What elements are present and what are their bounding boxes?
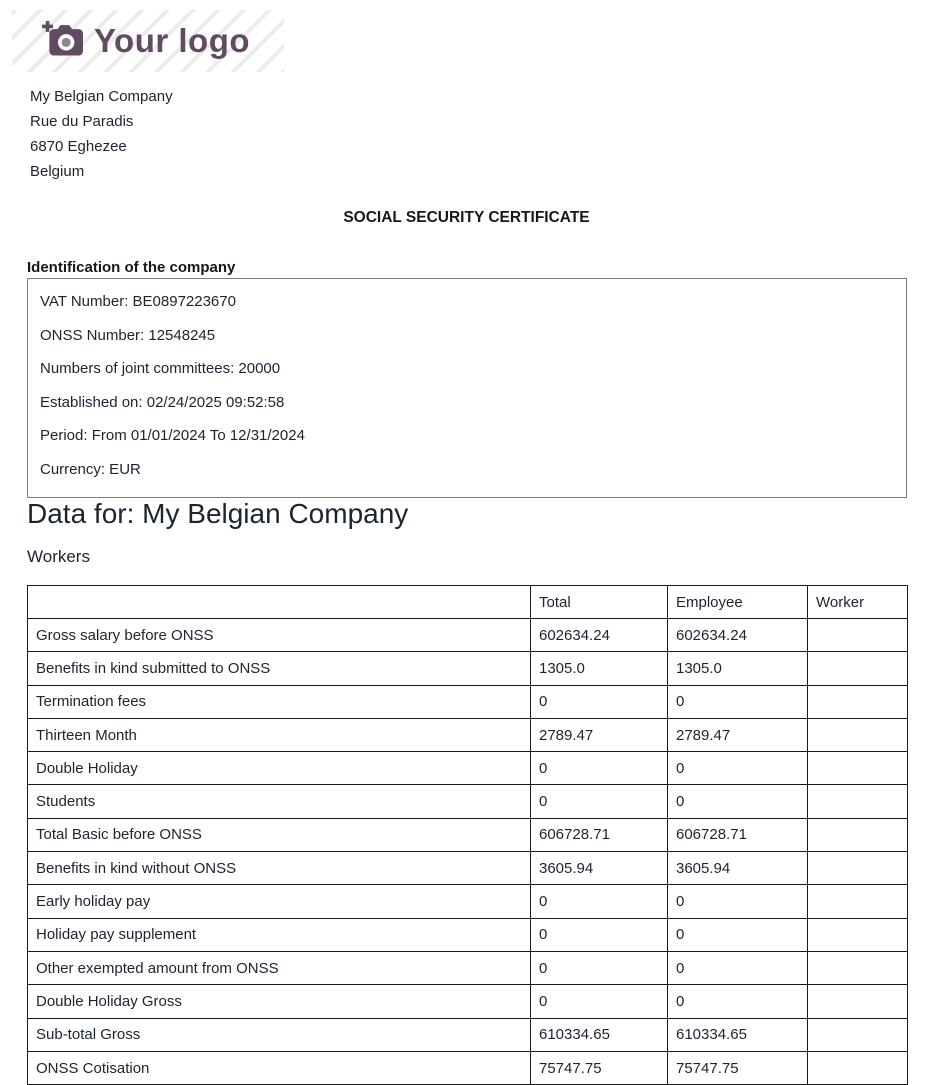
table-row — [28, 885, 908, 918]
row-label-cell: Total Basic before ONSS — [28, 818, 531, 851]
row-label-cell: Termination fees — [28, 685, 531, 718]
column-header — [28, 586, 531, 619]
total-cell: 0 — [531, 918, 668, 951]
company-country: Belgium — [30, 163, 85, 180]
table-row — [28, 619, 908, 652]
company-address-block — [30, 84, 173, 184]
table-row — [28, 951, 908, 984]
employee-cell: 602634.24 — [668, 619, 808, 652]
table-row — [28, 752, 908, 785]
worker-cell — [808, 718, 908, 751]
total-cell: 0 — [531, 685, 668, 718]
row-label-cell: Double Holiday Gross — [28, 985, 531, 1018]
company-logo — [12, 10, 284, 72]
worker-cell — [808, 1018, 908, 1051]
total-cell: 3605.94 — [531, 852, 668, 885]
identification-box — [27, 278, 907, 498]
worker-cell — [808, 885, 908, 918]
total-cell: 602634.24 — [531, 619, 668, 652]
table-row — [28, 652, 908, 685]
company-city: 6870 Eghezee — [30, 138, 127, 155]
logo-text: Your logo — [94, 22, 251, 59]
total-cell: 75747.75 — [531, 1051, 668, 1084]
identification-heading: Identification of the company — [27, 259, 236, 276]
row-label-cell: Early holiday pay — [28, 885, 531, 918]
company-name: My Belgian Company — [30, 88, 173, 105]
row-label-cell: Sub-total Gross — [28, 1018, 531, 1051]
employee-cell: 3605.94 — [668, 852, 808, 885]
company-street: Rue du Paradis — [30, 113, 134, 130]
worker-cell — [808, 852, 908, 885]
identification-field: Established on: 02/24/2025 09:52:58 — [40, 393, 285, 411]
total-cell: 0 — [531, 951, 668, 984]
total-cell: 606728.71 — [531, 818, 668, 851]
row-label-cell: ONSS Cotisation — [28, 1051, 531, 1084]
table-row — [28, 985, 908, 1018]
worker-cell — [808, 685, 908, 718]
total-cell: 0 — [531, 885, 668, 918]
column-header: Worker — [808, 586, 908, 619]
row-label-cell: Other exempted amount from ONSS — [28, 951, 531, 984]
table-row — [28, 785, 908, 818]
employee-cell: 2789.47 — [668, 718, 808, 751]
employee-cell: 1305.0 — [668, 652, 808, 685]
table-row — [28, 918, 908, 951]
row-label-cell: Holiday pay supplement — [28, 918, 531, 951]
worker-cell — [808, 752, 908, 785]
row-label-cell: Thirteen Month — [28, 718, 531, 751]
total-cell: 2789.47 — [531, 718, 668, 751]
total-cell: 610334.65 — [531, 1018, 668, 1051]
row-label-cell: Double Holiday — [28, 752, 531, 785]
employee-cell: 0 — [668, 785, 808, 818]
worker-cell — [808, 918, 908, 951]
employee-cell: 0 — [668, 685, 808, 718]
employee-cell: 0 — [668, 918, 808, 951]
column-header: Employee — [668, 586, 808, 619]
workers-table-body — [28, 619, 908, 1085]
employee-cell: 0 — [668, 752, 808, 785]
workers-heading: Workers — [27, 547, 90, 566]
employee-cell: 0 — [668, 985, 808, 1018]
table-row — [28, 818, 908, 851]
row-label-cell: Benefits in kind without ONSS — [28, 852, 531, 885]
worker-cell — [808, 619, 908, 652]
workers-table-header — [28, 586, 908, 619]
employee-cell: 0 — [668, 885, 808, 918]
table-row — [28, 718, 908, 751]
row-label-cell: Benefits in kind submitted to ONSS — [28, 652, 531, 685]
identification-field: Period: From 01/01/2024 To 12/31/2024 — [40, 427, 305, 445]
worker-cell — [808, 985, 908, 1018]
identification-field: VAT Number: BE0897223670 — [40, 293, 236, 311]
table-row — [28, 852, 908, 885]
row-label-cell: Students — [28, 785, 531, 818]
table-row — [28, 1051, 908, 1084]
employee-cell: 75747.75 — [668, 1051, 808, 1084]
table-row — [28, 685, 908, 718]
workers-table — [27, 585, 908, 1085]
document-title: SOCIAL SECURITY CERTIFICATE — [343, 209, 590, 226]
employee-cell: 0 — [668, 951, 808, 984]
worker-cell — [808, 1051, 908, 1084]
identification-field: Numbers of joint committees: 20000 — [40, 360, 281, 378]
total-cell: 0 — [531, 752, 668, 785]
identification-field: Currency: EUR — [40, 460, 141, 478]
employee-cell: 606728.71 — [668, 818, 808, 851]
worker-cell — [808, 951, 908, 984]
total-cell: 0 — [531, 985, 668, 1018]
employee-cell: 610334.65 — [668, 1018, 808, 1051]
worker-cell — [808, 785, 908, 818]
column-header: Total — [531, 586, 668, 619]
total-cell: 0 — [531, 785, 668, 818]
worker-cell — [808, 652, 908, 685]
total-cell: 1305.0 — [531, 652, 668, 685]
header-row — [28, 586, 908, 619]
table-row — [28, 1018, 908, 1051]
row-label-cell: Gross salary before ONSS — [28, 619, 531, 652]
camera-plus-icon — [42, 21, 84, 61]
worker-cell — [808, 818, 908, 851]
data-for-heading: Data for: My Belgian Company — [27, 498, 409, 529]
identification-field: ONSS Number: 12548245 — [40, 326, 216, 344]
